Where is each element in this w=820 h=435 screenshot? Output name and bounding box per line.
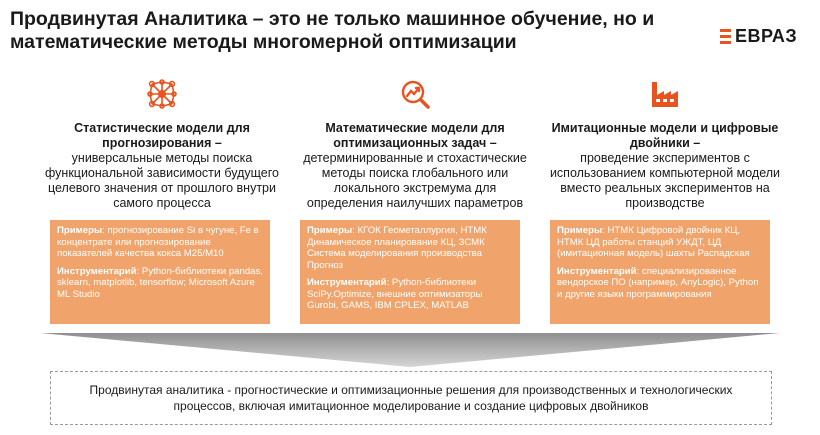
examples-text: : прогнозирование Si в чугуне, Fe в концентрате или прогнозирование показателей качества кокса М25/М10 bbox=[57, 225, 259, 259]
column-description: детерминированные и стохастические методы поиска глобального или локального экстремума для определения наилучших параметров bbox=[303, 151, 527, 210]
funnel-arrow bbox=[40, 333, 780, 367]
logo-mark-icon bbox=[720, 29, 731, 44]
examples-label: Примеры bbox=[557, 225, 603, 236]
tools-label: Инструментарий bbox=[57, 265, 137, 277]
summary-box: Продвинутая аналитика - прогностические и оптимизационные решения для производственных и технологических процессов, включая имитационное моделирование и создание цифровых двойников bbox=[50, 371, 772, 425]
logo-text: ЕВРАЗ bbox=[735, 26, 798, 46]
examples-box bbox=[50, 220, 270, 324]
network-icon bbox=[146, 78, 178, 110]
tools-text: : Python-библиотеки SciPy.Optimize, внешние оптимизаторы Gurobi, GAMS, IBM CPLEX, MATLAB bbox=[307, 277, 483, 311]
evraz-logo bbox=[720, 26, 797, 47]
examples-label: Примеры bbox=[57, 225, 103, 236]
examples-text: : КГОК Геометаллургия, НТМК Динамическое планирование КЦ, ЗСМК Система моделирования производства Прогноз bbox=[307, 225, 487, 271]
column-heading: Статистические модели для прогнозирования – bbox=[74, 121, 250, 150]
tools-label: Инструментарий bbox=[557, 265, 637, 277]
tools-text: : Python-библиотеки pandas, sklearn, matplotlib, tensorflow; Microsoft Azure ML Studio bbox=[57, 265, 263, 300]
column-math-models bbox=[298, 78, 532, 211]
examples-label: Примеры bbox=[307, 225, 353, 236]
examples-box bbox=[300, 220, 520, 324]
column-statistical-models bbox=[45, 78, 279, 211]
tools-label: Инструментарий bbox=[307, 277, 387, 288]
examples-text: : НТМК Цифровой двойник КЦ, НТМК ЦД работы станций УЖДТ, ЦД (имитационная модель) шахты Распадская bbox=[557, 225, 750, 259]
column-description: проведение экспериментов с использованием компьютерной модели вместо реальных экспериментов на производстве bbox=[549, 151, 781, 210]
target-search-icon bbox=[399, 78, 431, 110]
column-heading: Имитационные модели и цифровые двойники – bbox=[551, 121, 779, 150]
column-description: универсальные методы поиска функциональной зависимости будущего целевого значения от прошлого внутри самого процесса bbox=[45, 151, 279, 210]
examples-box bbox=[550, 220, 770, 324]
slide-title: Продвинутая Аналитика – это не только машинное обучение, но и математические методы многомерной оптимизации bbox=[10, 8, 655, 53]
column-heading: Математические модели для оптимизационных задач – bbox=[325, 121, 505, 150]
factory-icon bbox=[649, 78, 681, 110]
tools-text: : специализированное вендорское ПО (например, AnyLogic), Python и другие языки программирования bbox=[557, 265, 759, 300]
column-simulation-models bbox=[548, 78, 782, 211]
